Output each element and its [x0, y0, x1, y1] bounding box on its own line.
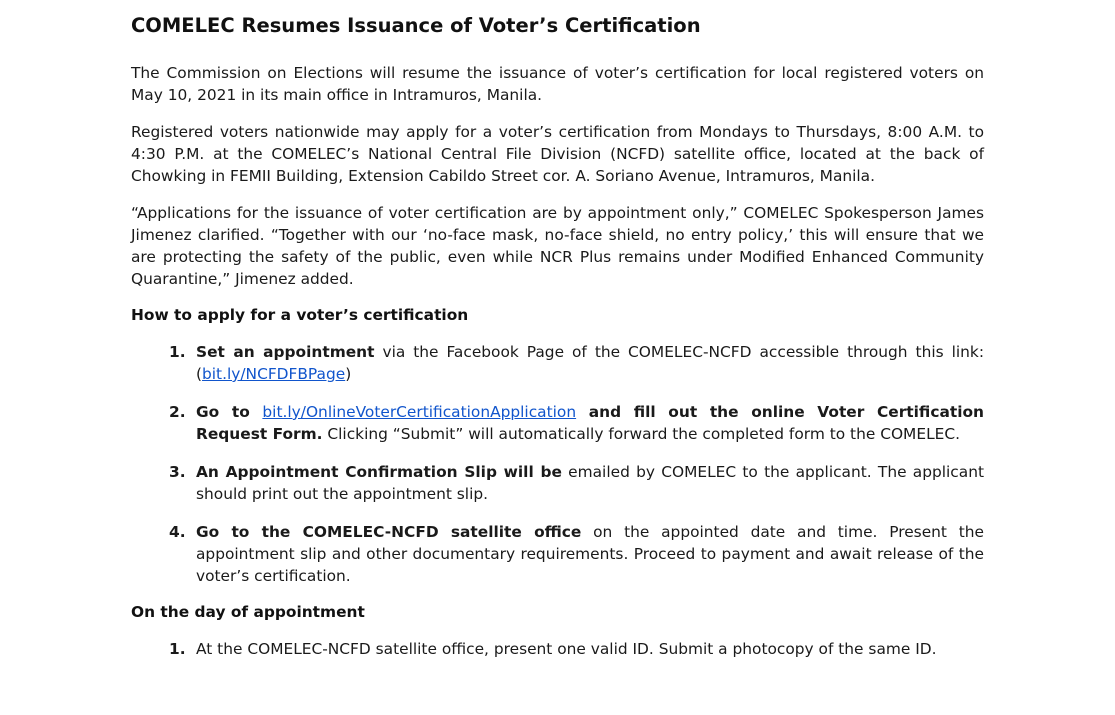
document-body	[131, 10, 984, 660]
apply-step-4	[131, 521, 984, 587]
section-heading-apply: How to apply for a voter’s certification	[131, 306, 469, 324]
step-text: via the Facebook Page of the COMELEC-NCFD accessible through this link: (	[196, 343, 985, 383]
step-text: emailed by COMELEC to the applicant. The applicant should print out the appointment slip.	[196, 463, 984, 503]
step-number: 3.	[169, 463, 186, 481]
apply-step-2	[131, 401, 984, 445]
section-heading-appointment-day: On the day of appointment	[131, 603, 365, 621]
paragraph-intro: The Commission on Elections will resume the issuance of voter’s certification for local registered voters on May 10, 2021 in its main office in Intramuros, Manila.	[131, 64, 984, 104]
apply-step-1	[131, 341, 984, 385]
step-emphasis: An Appointment Confirmation Slip will be	[196, 463, 562, 481]
apply-step-3	[131, 461, 984, 505]
step-emphasis: Go to	[196, 403, 263, 421]
step-text: on the appointed date and time. Present the appointment slip and other documentary requirements. Proceed to payment and await release of the voter’s certification.	[196, 523, 984, 585]
paragraph-quote: “Applications for the issuance of voter certification are by appointment only,” COMELEC Spokesperson James Jimenez clarified. “Together with our ‘no-face mask, no-face shield, no entry policy,’ this will ensure that we are protecting the safety of the public, even while NCR Plus remains under Modified Enhanced Community Quarantine,” Jimenez added.	[131, 204, 984, 288]
step-number: 2.	[169, 403, 186, 421]
step-number: 1.	[169, 343, 186, 361]
step-emphasis: Set an appointment	[196, 343, 375, 361]
document-title: COMELEC Resumes Issuance of Voter’s Certification	[131, 14, 701, 37]
apply-steps-list	[131, 341, 984, 587]
step-text: At the COMELEC-NCFD satellite office, present one valid ID. Submit a photocopy of the same ID.	[196, 640, 937, 658]
step-text: Clicking “Submit” will automatically forward the completed form to the COMELEC.	[322, 425, 961, 443]
step-emphasis: Go to the COMELEC-NCFD satellite office	[196, 523, 582, 541]
appointment-day-list	[131, 638, 984, 660]
application-form-link[interactable]: bit.ly/OnlineVoterCertificationApplication	[262, 403, 577, 421]
appointment-day-step-1	[131, 638, 984, 660]
step-number: 4.	[169, 523, 186, 541]
step-number: 1.	[169, 640, 186, 658]
step-emphasis: and fill out the online Voter Certification Request Form.	[196, 403, 984, 443]
facebook-page-link[interactable]: bit.ly/NCFDFBPage	[202, 365, 346, 383]
step-text: )	[345, 365, 352, 383]
paragraph-schedule: Registered voters nationwide may apply for a voter’s certification from Mondays to Thursdays, 8:00 A.M. to 4:30 P.M. at the COMELEC’s National Central File Division (NCFD) satellite office, located at the back of Chowking in FEMII Building, Extension Cabildo Street cor. A. Soriano Avenue, Intramuros, Manila.	[131, 123, 984, 185]
